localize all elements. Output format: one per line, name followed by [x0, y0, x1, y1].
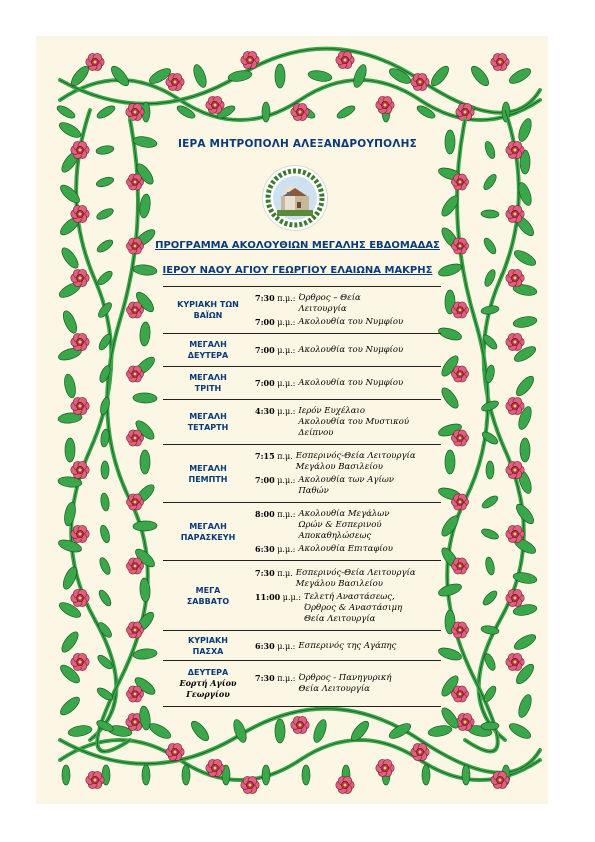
service-description: Ακολουθία των Αγίων Παθών: [298, 475, 394, 496]
schedule-day-note: Εορτή Αγίου Γεωργίου: [179, 678, 237, 699]
service-description: Ακολουθία Μεγάλων Ωρών & Εσπερινού Αποκαθηλώσεως: [298, 509, 390, 541]
schedule-day: ΚΥΡΙΑΚΗ ΤΩΝ ΒΑΪΩΝ: [177, 300, 239, 320]
service-time: 8:00 π.μ.:: [255, 509, 296, 519]
service-time: 7:30 π.μ.:: [255, 293, 296, 303]
service-entry: [255, 641, 441, 652]
schedule-row: [163, 661, 441, 707]
service-description: Ακολουθία του Νυμφίου: [298, 345, 404, 355]
service-entry: [255, 568, 441, 590]
schedule-row: [163, 367, 441, 400]
program-subtitle: ΙΕΡΟΥ ΝΑΟΥ ΑΓΙΟΥ ΓΕΩΡΓΙΟΥ ΕΛΑΙΩΝΑ ΜΑΚΡΗΣ: [162, 265, 433, 276]
metropolis-title: ΙΕΡΑ ΜΗΤΡΟΠΟΛΗ ΑΛΕΞΑΝΔΡΟΥΠΟΛΗΣ: [178, 138, 417, 150]
service-time: 7:30 π.μ.: [255, 567, 293, 578]
service-entry: [255, 673, 441, 695]
schedule-day: ΜΕΓΑΛΗ ΤΕΤΑΡΤΗ: [187, 412, 229, 432]
service-time: 7:00 μ.μ.:: [255, 378, 296, 388]
service-time: 4:30 μ.μ.:: [255, 406, 296, 416]
schedule-row: [163, 445, 441, 503]
schedule-day: ΜΕΓΑΛΗ ΔΕΥΤΕΡΑ: [187, 340, 229, 360]
service-description: Εσπερινός-Θεία Λειτουργία Μεγάλου Βασιλείου: [295, 567, 416, 589]
schedule-row: [163, 287, 441, 334]
service-description: Ακολουθία του Νυμφίου: [298, 317, 404, 327]
service-description: Όρθρος - Πανηγυρική Θεία Λειτουργία: [298, 673, 392, 694]
program-title: ΠΡΟΓΡΑΜΜΑ ΑΚΟΛΟΥΘΙΩΝ ΜΕΓΑΛΗΣ ΕΒΔΟΜΑΔΑΣ: [155, 240, 440, 251]
service-entry: [255, 475, 441, 497]
service-time: 6:30 μ.μ.:: [255, 640, 296, 651]
schedule-row: [163, 503, 441, 561]
service-time: 11:00 μ.μ.:: [255, 591, 301, 602]
service-entry: [255, 378, 441, 389]
schedule-row: [163, 631, 441, 661]
service-entry: [255, 317, 441, 328]
service-time: 7:00 μ.μ.:: [255, 317, 296, 327]
service-entry: [255, 509, 441, 542]
service-entry: [255, 451, 441, 473]
service-time: 7:00 μ.μ.:: [255, 345, 296, 355]
service-time: 7:30 π.μ.:: [255, 673, 296, 683]
service-description: Εσπερινός της Αγάπης: [298, 640, 397, 651]
service-description: Ακολουθία του Νυμφίου: [298, 378, 404, 388]
church-logo: [262, 165, 328, 231]
service-description: Ακολουθία Επιταφίου: [298, 544, 393, 554]
service-entry: [255, 592, 441, 625]
service-entry: [255, 544, 441, 555]
service-time: 6:30 μ.μ.:: [255, 544, 296, 554]
schedule-day: ΜΕΓΑΛΗ ΠΑΡΑΣΚΕΥΗ: [180, 521, 236, 542]
schedule-day: ΔΕΥΤΕΡΑ Εορτή Αγίου Γεωργίου: [163, 661, 253, 706]
service-entry: [255, 406, 441, 439]
service-entry: [255, 345, 441, 356]
service-description: Ιερόν Ευχέλαιο Ακολουθία του Μυστικού Δείπνου: [298, 406, 410, 438]
schedule-table: [163, 286, 441, 707]
service-description: Τελετή Αναστάσεως, Όρθρος & Αναστάσιμη Θεία Λειτουργία: [303, 591, 403, 624]
service-time: 7:00 μ.μ.:: [255, 475, 296, 485]
church-emblem-icon: [263, 166, 327, 230]
service-time: 7:15 π.μ.: [255, 451, 293, 461]
service-description: Εσπερινός-Θεία Λειτουργία Μεγάλου Βασιλείου: [295, 451, 416, 472]
service-description: Όρθρος – Θεία Λειτουργία: [298, 293, 361, 314]
schedule-day: ΜΕΓΑ ΣΑΒΒΑΤΟ: [186, 585, 230, 606]
schedule-day: ΚΥΡΙΑΚΗ ΠΑΣΧΑ: [188, 635, 228, 656]
schedule-day: ΜΕΓΑΛΗ ΠΕΜΠΤΗ: [188, 463, 228, 484]
schedule-day: ΜΕΓΑΛΗ ΤΡΙΤΗ: [189, 373, 227, 393]
schedule-row: [163, 400, 441, 445]
service-entry: [255, 293, 441, 315]
schedule-row: [163, 561, 441, 631]
schedule-row: [163, 334, 441, 367]
